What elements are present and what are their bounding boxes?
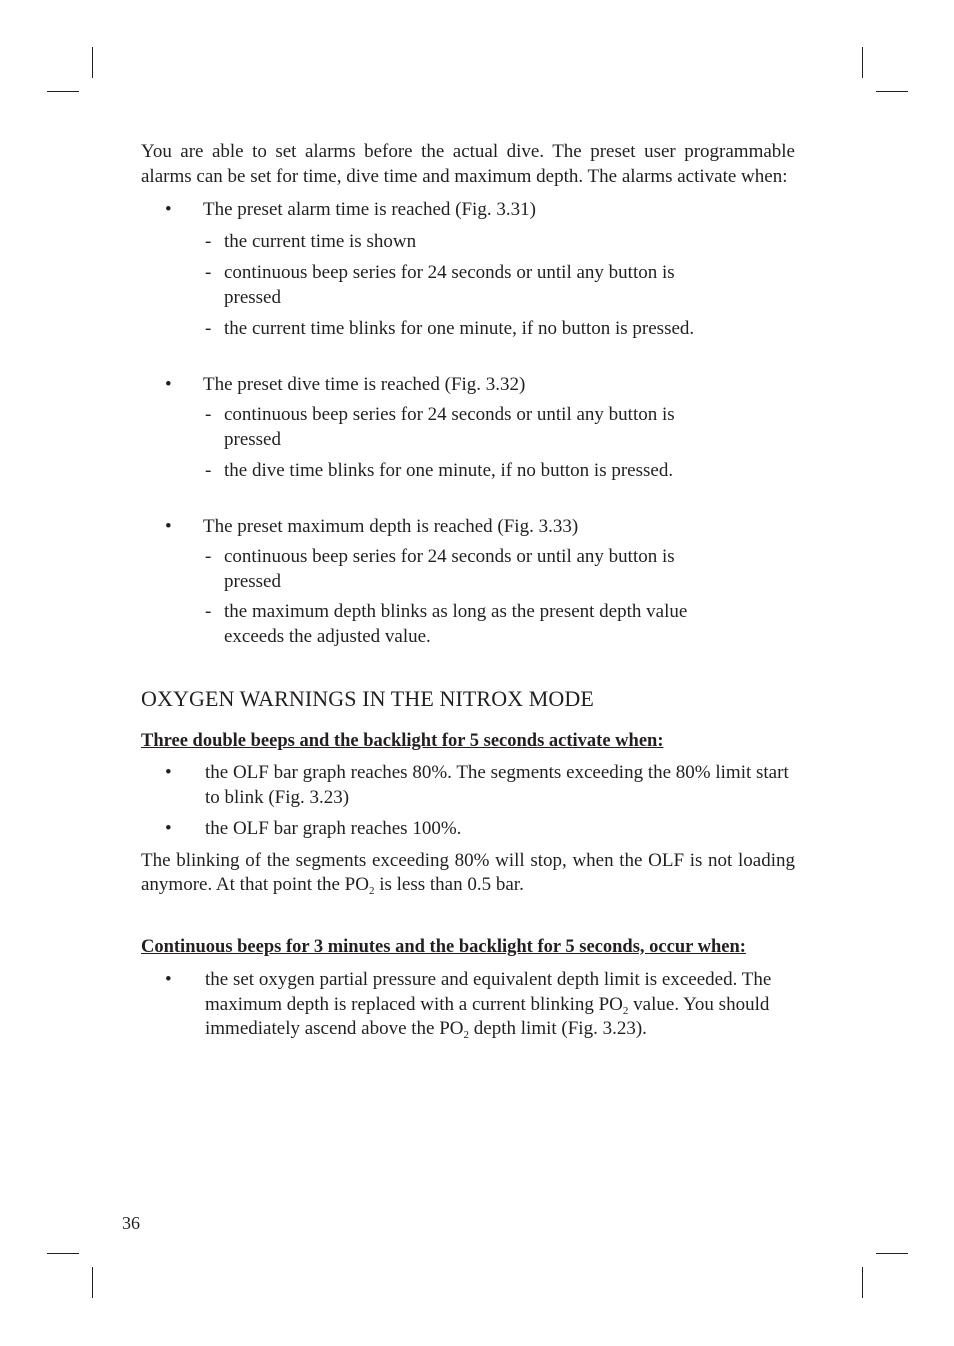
paragraph-text: is less than 0.5 bar. — [374, 874, 524, 895]
sub-item — [141, 459, 734, 484]
bullet-text: the OLF bar graph reaches 100%. — [205, 818, 462, 839]
dash-mark: - — [205, 262, 212, 283]
bullet-text: The preset maximum depth is reached (Fig. 3.33) — [203, 515, 579, 537]
sub-item-text: continuous beep series for 24 seconds or until any button is pressed — [224, 546, 675, 592]
warning-heading-three-double-beeps: Three double beeps and the backlight for 5 seconds activate when: — [141, 730, 664, 751]
crop-mark-bottom-right-horizontal — [876, 1253, 908, 1254]
olf-blink-paragraph — [141, 849, 795, 898]
sub-item-text: continuous beep series for 24 seconds or until any button is pressed — [224, 404, 675, 450]
olf-80-bullet — [141, 761, 795, 810]
sub-item-text: the current time blinks for one minute, if no button is pressed. — [224, 318, 695, 339]
dash-mark: - — [205, 230, 212, 252]
bullet-text — [205, 969, 771, 1039]
dash-mark: - — [205, 460, 212, 481]
crop-mark-bottom-right-vertical — [862, 1267, 863, 1298]
bullet-text-part: depth limit (Fig. 3.23). — [469, 1018, 647, 1039]
sub-item — [141, 545, 734, 594]
alarm-max-depth-bullet — [141, 515, 795, 540]
paragraph-text: The blinking of the segments exceeding 80% will stop, when the OLF is not loading anymore. At that point the PO — [141, 849, 795, 895]
bullet-mark: • — [165, 373, 172, 395]
sub-item-text: continuous beep series for 24 seconds or until any button is pressed — [224, 262, 675, 308]
bullet-text: The preset alarm time is reached (Fig. 3.31) — [203, 199, 536, 220]
page-number: 36 — [122, 1213, 140, 1233]
dash-mark: - — [205, 601, 212, 622]
bullet-mark: • — [165, 818, 172, 839]
section-heading: OXYGEN WARNINGS IN THE NITROX MODE — [141, 686, 594, 711]
sub-item-text: the current time is shown — [224, 230, 417, 252]
crop-mark-top-right-horizontal — [876, 91, 908, 92]
dash-mark: - — [205, 404, 212, 425]
crop-mark-top-left-vertical — [92, 47, 93, 78]
alarm-time-bullet — [141, 198, 795, 223]
intro-paragraph: You are able to set alarms before the actual dive. The preset user programmable alarms can be set for time, dive time and maximum depth. The alarms activate when: — [141, 141, 795, 187]
bullet-text: The preset dive time is reached (Fig. 3.32) — [203, 373, 526, 395]
sub-item — [141, 261, 734, 310]
dash-mark: - — [205, 546, 212, 567]
subscript: 2 — [368, 885, 375, 897]
bullet-mark: • — [165, 762, 172, 783]
subscript: 2 — [463, 1029, 470, 1041]
crop-mark-top-left-horizontal — [47, 91, 79, 92]
warning-heading-continuous-beeps: Continuous beeps for 3 minutes and the backlight for 5 seconds, occur when: — [141, 936, 746, 957]
bullet-text: the OLF bar graph reaches 80%. The segments exceeding the 80% limit start to blink (Fig. 3.23) — [205, 762, 789, 808]
crop-mark-top-right-vertical — [862, 47, 863, 78]
bullet-mark: • — [165, 969, 172, 990]
bullet-text-part: value. You should immediately ascend above the PO — [205, 993, 770, 1039]
sub-item — [141, 403, 734, 452]
crop-mark-bottom-left-vertical — [92, 1267, 93, 1298]
sub-item — [141, 317, 734, 342]
page-content — [141, 140, 795, 1042]
bullet-mark: • — [165, 199, 172, 220]
subscript: 2 — [622, 1004, 629, 1017]
olf-100-bullet — [141, 817, 795, 842]
po2-limit-bullet — [141, 968, 795, 1042]
sub-item — [141, 600, 734, 649]
bullet-text-part: the set oxygen partial pressure and equivalent depth limit is exceeded. The maximum depth is replaced with a current blinking PO — [205, 969, 772, 1015]
sub-item-text: the dive time blinks for one minute, if no button is pressed. — [224, 460, 674, 481]
sub-item — [141, 230, 734, 255]
bullet-mark: • — [165, 515, 172, 537]
alarm-dive-time-bullet — [141, 373, 795, 398]
dash-mark: - — [205, 318, 212, 339]
crop-mark-bottom-left-horizontal — [47, 1253, 79, 1254]
sub-item-text: the maximum depth blinks as long as the present depth value exceeds the adjusted value. — [224, 601, 688, 647]
